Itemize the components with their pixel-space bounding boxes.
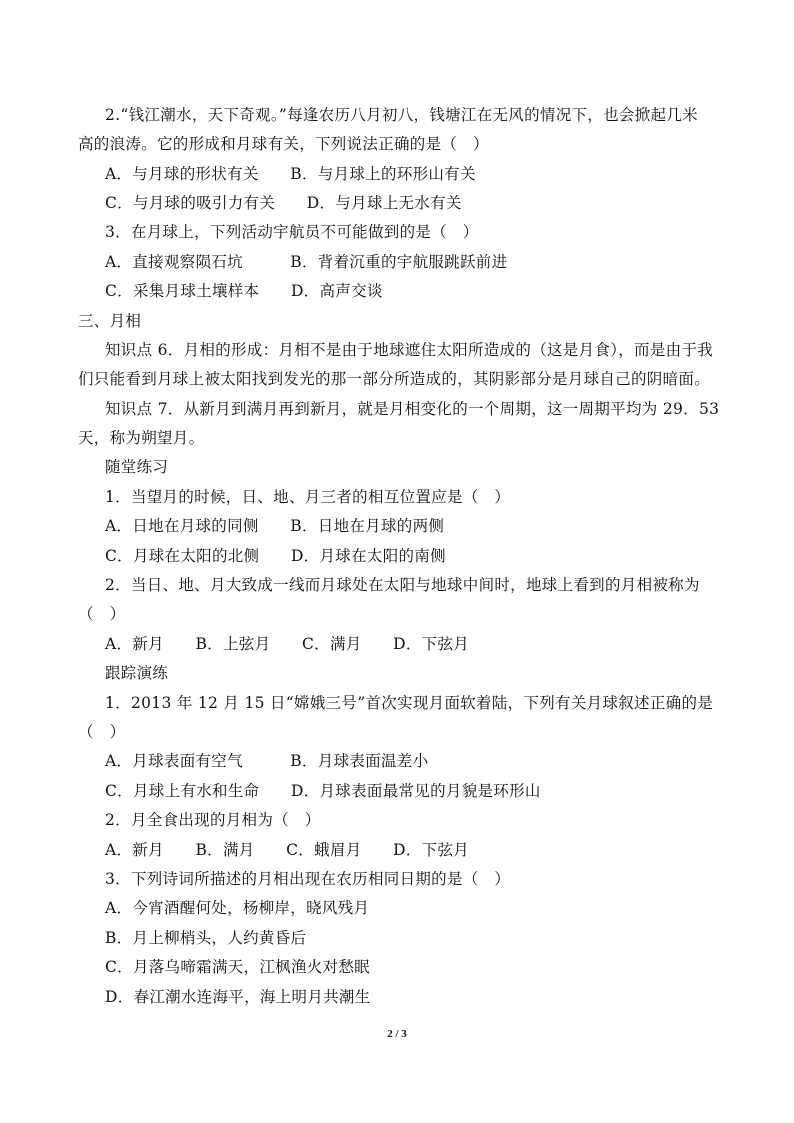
text-line: A．月球表面有空气 B．月球表面温差小 [105,752,429,770]
text-line: 高的浪涛。它的形成和月球有关，下列说法正确的是（ ） [78,135,489,153]
text-line: 们只能看到月球上被太阳找到发光的那一部分所造成的，其阴影部分是月球自己的阴暗面。 [78,370,711,388]
page-number: 2 / 3 [387,1028,407,1040]
text-line: 1．2013 年 12 月 15 日“嫦娥三号”首次实现月面软着陆，下列有关月球叙述正确的是 [105,694,714,712]
text-line: C．月球上有水和生命 D．月球表面最常见的月貌是环形山 [105,782,541,800]
text-line: 2.“钱江潮水，天下奇观。”每逢农历八月初八，钱塘江在无风的情况下，也会掀起几米 [105,106,698,124]
text-line: 2．当日、地、月大致成一线而月球处在太阳与地球中间时，地球上看到的月相被称为 [105,576,700,594]
text-line: C．月落乌啼霜满天，江枫渔火对愁眠 [105,958,370,976]
text-line: A．直接观察陨石坑 B．背着沉重的宇航服跳跃前进 [105,253,508,271]
text-line: （ ） [78,605,126,623]
subsection-heading: 跟踪演练 [105,664,169,682]
text-line: 3．下列诗词所描述的月相出现在农历相同日期的是（ ） [105,870,511,888]
text-line: （ ） [78,723,126,741]
section-heading: 三、月相 [78,312,142,330]
text-line: A．日地在月球的同侧 B．日地在月球的两侧 [105,517,445,535]
text-line: C．与月球的吸引力有关 D．与月球上无水有关 [105,194,462,212]
text-line: C．月球在太阳的北侧 D．月球在太阳的南侧 [105,547,446,565]
text-line: C．采集月球土壤样本 D．高声交谈 [105,282,383,300]
text-line: A．新月 B．满月 C．蛾眉月 D．下弦月 [105,841,470,859]
text-line: 1．当望月的时候，日、地、月三者的相互位置应是（ ） [105,488,511,506]
text-line: B．月上柳梢头，人约黄昏后 [105,929,307,947]
text-line: 知识点 7．从新月到满月再到新月，就是月相变化的一个周期，这一周期平均为 29．53 [105,400,720,418]
text-line: A．今宵酒醒何处，杨柳岸，晓风残月 [105,899,370,917]
text-line: 天，称为朔望月。 [78,429,205,447]
text-line: 知识点 6．月相的形成：月相不是由于地球遮住太阳所造成的（这是月食），而是由于我 [105,341,714,359]
text-line: D．春江潮水连海平，海上明月共潮生 [105,988,371,1006]
subsection-heading: 随堂练习 [105,458,169,476]
text-line: A．新月 B．上弦月 C．满月 D．下弦月 [105,635,470,653]
text-line: A．与月球的形状有关 B．与月球上的环形山有关 [105,165,476,183]
text-line: 3．在月球上，下列活动宇航员不可能做到的是（ ） [105,223,479,241]
text-line: 2．月全食出现的月相为（ ） [105,811,321,829]
